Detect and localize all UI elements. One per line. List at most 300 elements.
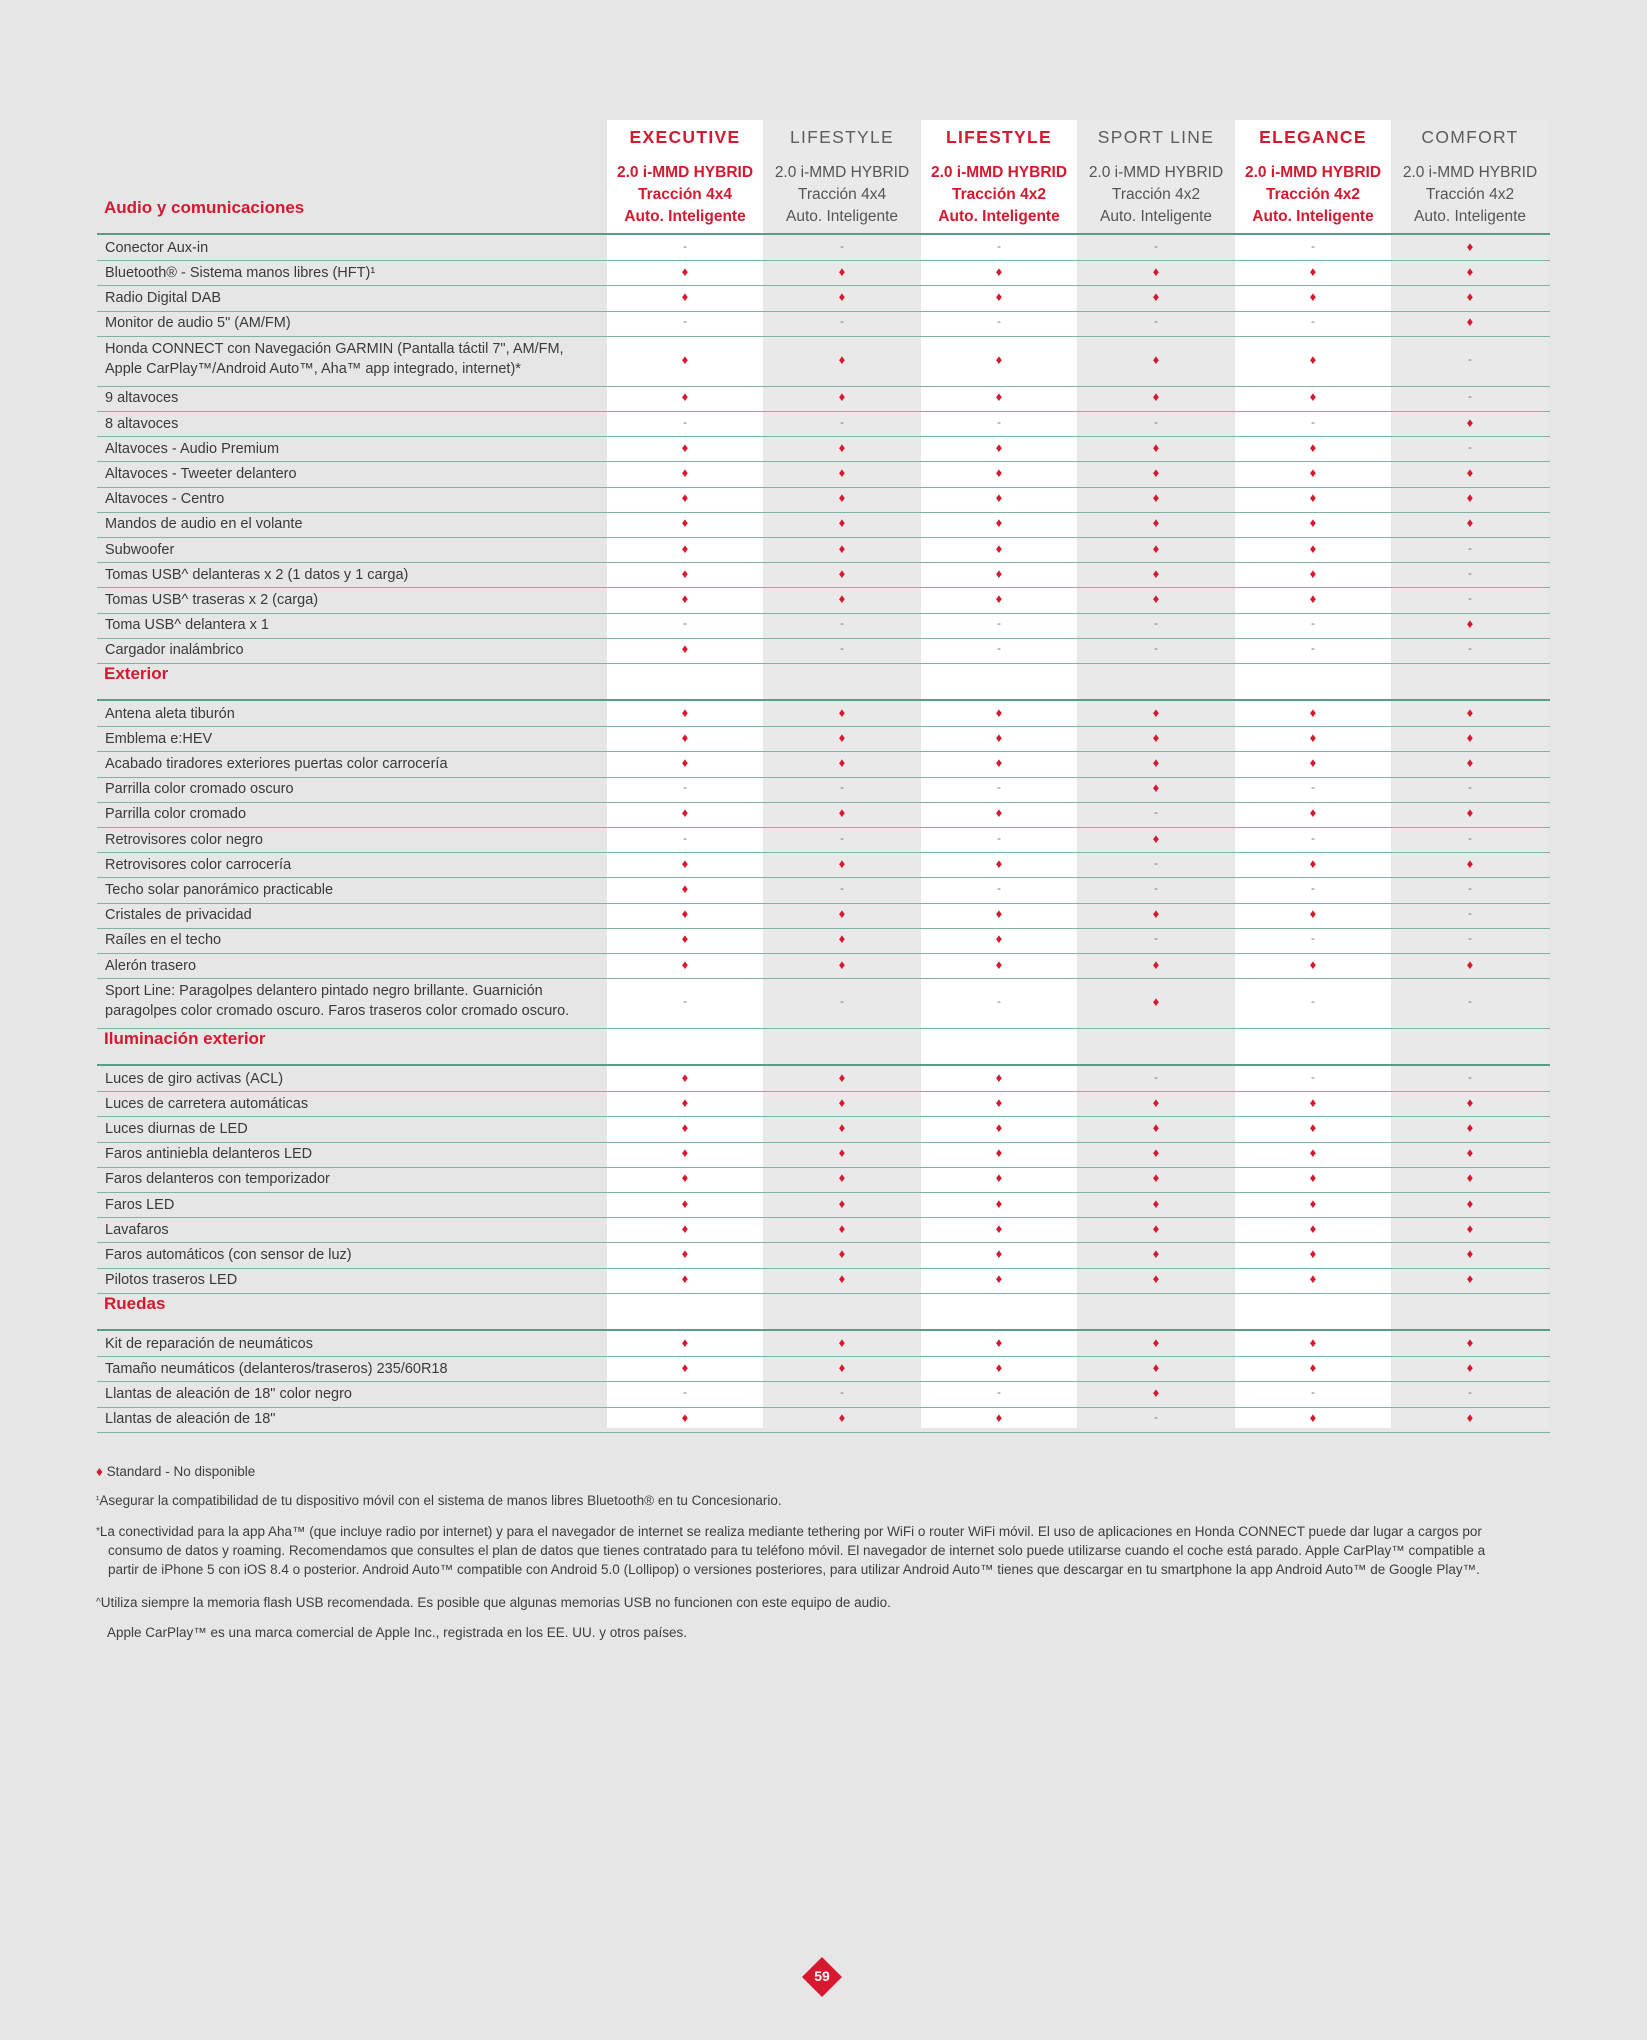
row-label-line: Bluetooth® - Sistema manos libres (HFT)¹: [105, 264, 376, 281]
row-label-line: Faros automáticos (con sensor de luz): [105, 1246, 352, 1263]
standard-diamond-icon: ♦: [995, 1271, 1003, 1287]
section-title: Iluminación exterior: [104, 1029, 266, 1048]
standard-diamond-icon: ♦: [1466, 288, 1474, 304]
standard-diamond-icon: ♦: [838, 351, 846, 367]
standard-diamond-icon: ♦: [681, 1359, 689, 1375]
standard-diamond-icon: ♦: [681, 931, 689, 947]
row-label-line: Alerón trasero: [105, 957, 197, 974]
not-available-dash: -: [997, 880, 1001, 895]
standard-diamond-icon: ♦: [681, 263, 689, 279]
table-row: [97, 1116, 1550, 1142]
row-label-line: 9 altavoces: [105, 390, 179, 407]
row-label: [105, 1169, 330, 1189]
standard-diamond-icon: ♦: [995, 1119, 1003, 1135]
standard-diamond-icon: ♦: [681, 1410, 689, 1426]
footnote-mark: ^: [96, 1597, 101, 1608]
standard-diamond-icon: ♦: [681, 1119, 689, 1135]
engine-spec-line: 2.0 i-MMD HYBRID: [774, 164, 910, 181]
table-row: [97, 726, 1550, 752]
standard-diamond-icon: ♦: [838, 1245, 846, 1261]
standard-diamond-icon: ♦: [838, 1094, 846, 1110]
standard-diamond-icon: ♦: [1466, 1170, 1474, 1186]
standard-diamond-icon: ♦: [1466, 1334, 1474, 1350]
standard-diamond-icon: ♦: [1466, 616, 1474, 632]
standard-diamond-icon: ♦: [995, 464, 1003, 480]
standard-diamond-icon: ♦: [1466, 956, 1474, 972]
standard-diamond-icon: ♦: [1309, 288, 1317, 304]
not-available-dash: -: [1311, 880, 1315, 895]
standard-diamond-icon: ♦: [1309, 1334, 1317, 1350]
row-label: [105, 855, 291, 875]
row-label-line: Subwoofer: [105, 541, 175, 558]
standard-diamond-icon: ♦: [838, 1410, 846, 1426]
row-label: [105, 388, 178, 408]
standard-diamond-icon: ♦: [1309, 490, 1317, 506]
footnote-mark: *: [96, 1526, 100, 1537]
standard-diamond-icon: ♦: [681, 641, 689, 657]
standard-diamond-icon: ♦: [681, 389, 689, 405]
row-label-line: Luces de giro activas (ACL): [105, 1070, 284, 1087]
standard-diamond-icon: ♦: [681, 464, 689, 480]
not-available-dash: -: [683, 314, 687, 329]
section-title: Exterior: [104, 664, 169, 683]
standard-diamond-icon: ♦: [838, 439, 846, 455]
standard-diamond-icon: ♦: [1309, 590, 1317, 606]
not-available-dash: -: [1468, 641, 1472, 656]
standard-diamond-icon: ♦: [1152, 1170, 1160, 1186]
standard-diamond-icon: ♦: [995, 1170, 1003, 1186]
engine-spec-line: Tracción 4x4: [797, 186, 887, 203]
standard-diamond-icon: ♦: [681, 351, 689, 367]
row-label-line: Parrilla color cromado oscuro: [105, 781, 294, 798]
table-row: [97, 1331, 1550, 1357]
standard-diamond-icon: ♦: [681, 1145, 689, 1161]
standard-diamond-icon: ♦: [681, 288, 689, 304]
standard-diamond-icon: ♦: [1466, 1220, 1474, 1236]
engine-spec-line: Auto. Inteligente: [624, 208, 746, 225]
standard-diamond-icon: ♦: [995, 1410, 1003, 1426]
standard-diamond-icon: ♦: [681, 805, 689, 821]
standard-diamond-icon: ♦: [838, 1145, 846, 1161]
row-label-line: Tomas USB^ traseras x 2 (carga): [105, 591, 319, 608]
standard-diamond-icon: ♦: [838, 263, 846, 279]
not-available-dash: -: [840, 616, 844, 631]
standard-diamond-icon: ♦: [1466, 464, 1474, 480]
standard-diamond-icon: ♦: [1309, 439, 1317, 455]
engine-spec: [1235, 162, 1391, 228]
row-label-line: Tamaño neumáticos (delanteros/traseros) 235/60R18: [105, 1360, 448, 1377]
row-label-line: Luces diurnas de LED: [105, 1120, 248, 1137]
footnote: [96, 1593, 1556, 1612]
standard-diamond-icon: ♦: [838, 515, 846, 531]
table-row: [97, 953, 1550, 979]
not-available-dash: -: [1311, 314, 1315, 329]
not-available-dash: -: [1468, 906, 1472, 921]
standard-diamond-icon: ♦: [995, 956, 1003, 972]
standard-diamond-icon: ♦: [1309, 906, 1317, 922]
standard-diamond-icon: ♦: [1309, 1271, 1317, 1287]
engine-spec: [607, 162, 763, 228]
row-label: [105, 439, 279, 459]
standard-diamond-icon: ♦: [838, 288, 846, 304]
standard-diamond-icon: ♦: [1152, 490, 1160, 506]
standard-diamond-icon: ♦: [838, 704, 846, 720]
standard-diamond-icon: ♦: [1309, 1195, 1317, 1211]
not-available-dash: -: [997, 994, 1001, 1009]
footnote: [107, 1623, 1567, 1642]
standard-diamond-icon: ♦: [1309, 855, 1317, 871]
page-number-text: 59: [814, 1968, 830, 1984]
standard-diamond-icon: ♦: [1466, 1119, 1474, 1135]
row-label: [105, 313, 291, 333]
table-row: [97, 777, 1550, 803]
standard-diamond-icon: ♦: [995, 1145, 1003, 1161]
not-available-dash: -: [683, 238, 687, 253]
standard-diamond-icon: ♦: [995, 288, 1003, 304]
standard-diamond-icon: ♦: [1152, 590, 1160, 606]
table-row: [97, 802, 1550, 828]
row-label: [105, 1069, 283, 1089]
standard-diamond-icon: ♦: [1309, 1145, 1317, 1161]
row-label-line: Emblema e:HEV: [105, 730, 213, 747]
row-label: [105, 880, 333, 900]
row-label: [105, 414, 178, 434]
standard-diamond-icon: ♦: [838, 1195, 846, 1211]
not-available-dash: -: [1311, 641, 1315, 656]
trim-name: ELEGANCE: [1259, 127, 1367, 147]
footnote-text: La conectividad para la app Aha™ (que incluye radio por internet) y para el navegador de internet se realiza mediante tethering por WiFi o router WiFi móvil. El uso de aplicaciones en Honda CONNECT puede dar lugar a cargos por: [99, 1524, 1482, 1539]
standard-diamond-icon: ♦: [838, 1334, 846, 1350]
not-available-dash: -: [1468, 351, 1472, 366]
table-row: [97, 638, 1550, 664]
standard-diamond-icon: ♦: [1309, 1119, 1317, 1135]
standard-diamond-icon: ♦: [995, 1069, 1003, 1085]
trim-name: COMFORT: [1421, 127, 1519, 147]
standard-diamond-icon: ♦: [995, 931, 1003, 947]
standard-diamond-icon: ♦: [1309, 263, 1317, 279]
row-label-line: 8 altavoces: [105, 415, 179, 432]
standard-diamond-icon: ♦: [681, 1170, 689, 1186]
standard-diamond-icon: ♦: [1309, 729, 1317, 745]
standard-diamond-icon: ♦: [1152, 994, 1160, 1010]
standard-diamond-icon: ♦: [1152, 263, 1160, 279]
standard-diamond-icon: ♦: [995, 906, 1003, 922]
row-label-line: Conector Aux-in: [105, 239, 209, 256]
standard-diamond-icon: ♦: [1309, 1170, 1317, 1186]
table-row: [97, 1066, 1550, 1092]
standard-diamond-icon: ♦: [838, 754, 846, 770]
not-available-dash: -: [1311, 994, 1315, 1009]
standard-diamond-icon: ♦: [1152, 1195, 1160, 1211]
row-label: [105, 1195, 174, 1215]
not-available-dash: -: [683, 780, 687, 795]
standard-diamond-icon: ♦: [1309, 351, 1317, 367]
standard-diamond-icon: ♦: [1466, 1094, 1474, 1110]
standard-diamond-icon: ♦: [995, 565, 1003, 581]
engine-spec-line: 2.0 i-MMD HYBRID: [1402, 164, 1538, 181]
standard-diamond-icon: ♦: [1152, 565, 1160, 581]
engine-spec: [764, 162, 920, 228]
standard-diamond-icon: ♦: [1152, 704, 1160, 720]
row-label-line: Altavoces - Audio Premium: [105, 440, 280, 457]
row-label: [105, 238, 208, 258]
standard-diamond-icon: ♦: [1152, 1094, 1160, 1110]
standard-diamond-icon: ♦: [1309, 1220, 1317, 1236]
standard-diamond-icon: ♦: [1309, 515, 1317, 531]
row-label-line: Raíles en el techo: [105, 932, 222, 949]
standard-diamond-icon: ♦: [995, 729, 1003, 745]
standard-diamond-icon: ♦: [1309, 1094, 1317, 1110]
standard-diamond-icon: ♦: [681, 754, 689, 770]
table-row: [97, 461, 1550, 487]
standard-diamond-icon: ♦: [995, 1195, 1003, 1211]
standard-diamond-icon: ♦: [681, 855, 689, 871]
standard-diamond-icon: ♦: [838, 389, 846, 405]
table-row: [97, 436, 1550, 462]
table-row: [97, 386, 1550, 412]
standard-diamond-icon: ♦: [1152, 540, 1160, 556]
standard-diamond-icon: ♦: [1466, 263, 1474, 279]
row-label: [105, 1094, 308, 1114]
standard-diamond-icon: ♦: [995, 1359, 1003, 1375]
not-available-dash: -: [840, 780, 844, 795]
standard-diamond-icon: ♦: [1152, 389, 1160, 405]
not-available-dash: -: [1468, 994, 1472, 1009]
trim-name: SPORT LINE: [1097, 127, 1215, 147]
standard-diamond-icon: ♦: [995, 351, 1003, 367]
engine-spec-line: Auto. Inteligente: [1099, 208, 1213, 225]
row-label-line: Kit de reparación de neumáticos: [105, 1335, 313, 1352]
standard-diamond-icon: ♦: [1466, 1410, 1474, 1426]
standard-diamond-icon: ♦: [1309, 464, 1317, 480]
row-label: [105, 956, 196, 976]
standard-diamond-icon: ♦: [1152, 1119, 1160, 1135]
standard-diamond-icon: ♦: [838, 590, 846, 606]
engine-spec: [1078, 162, 1234, 228]
table-row: [97, 852, 1550, 878]
standard-diamond-icon: ♦: [681, 1069, 689, 1085]
standard-diamond-icon: ♦: [1152, 1384, 1160, 1400]
standard-diamond-icon: ♦: [1466, 805, 1474, 821]
engine-spec: [921, 162, 1077, 228]
standard-diamond-icon: ♦: [838, 565, 846, 581]
standard-diamond-icon: ♦: [995, 855, 1003, 871]
not-available-dash: -: [840, 1384, 844, 1399]
standard-diamond-icon: ♦: [995, 704, 1003, 720]
not-available-dash: -: [997, 830, 1001, 845]
not-available-dash: -: [1468, 830, 1472, 845]
standard-diamond-icon: ♦: [1309, 805, 1317, 821]
not-available-dash: -: [840, 830, 844, 845]
row-label: [105, 1144, 312, 1164]
standard-diamond-icon: ♦: [1152, 956, 1160, 972]
engine-spec-line: Tracción 4x2: [1425, 186, 1515, 203]
standard-diamond-icon: ♦: [1309, 956, 1317, 972]
standard-diamond-icon: ♦: [1309, 389, 1317, 405]
row-label-line: Retrovisores color negro: [105, 831, 263, 848]
standard-diamond-icon: ♦: [995, 389, 1003, 405]
not-available-dash: -: [1154, 1410, 1158, 1425]
not-available-dash: -: [1468, 439, 1472, 454]
row-label-line: Lavafaros: [105, 1221, 169, 1238]
standard-diamond-icon: ♦: [1466, 754, 1474, 770]
table-row: [97, 701, 1550, 727]
table-row: [97, 827, 1550, 853]
table-row: [97, 1091, 1550, 1117]
engine-spec-line: Tracción 4x2: [1266, 186, 1360, 203]
trim-name: LIFESTYLE: [789, 127, 895, 147]
table-row: [97, 1381, 1550, 1407]
not-available-dash: -: [997, 1384, 1001, 1399]
standard-diamond-icon: ♦: [1152, 439, 1160, 455]
row-label: [105, 779, 294, 799]
standard-diamond-icon: ♦: [1309, 1410, 1317, 1426]
standard-diamond-icon: ♦: [1309, 1359, 1317, 1375]
row-label-line: Cargador inalámbrico: [105, 642, 244, 659]
standard-diamond-icon: ♦: [1466, 1359, 1474, 1375]
engine-spec-line: 2.0 i-MMD HYBRID: [616, 164, 754, 181]
standard-diamond-icon: ♦: [995, 805, 1003, 821]
row-label: [105, 1334, 313, 1354]
row-label-line: Faros delanteros con temporizador: [105, 1171, 330, 1188]
row-label: [105, 615, 269, 635]
row-label-line: Techo solar panorámico practicable: [105, 881, 334, 898]
not-available-dash: -: [840, 994, 844, 1009]
not-available-dash: -: [1468, 1384, 1472, 1399]
standard-diamond-icon: ♦: [995, 439, 1003, 455]
table-row: [97, 928, 1550, 954]
standard-diamond-icon: ♦: [681, 590, 689, 606]
standard-diamond-icon: ♦: [1152, 754, 1160, 770]
standard-diamond-icon: ♦: [1152, 830, 1160, 846]
standard-diamond-icon: ♦: [681, 515, 689, 531]
legend: [96, 1462, 255, 1481]
table-row: [97, 903, 1550, 929]
row-label-line: Pilotos traseros LED: [105, 1272, 238, 1289]
row-label: [105, 930, 221, 950]
standard-diamond-icon: ♦: [681, 1245, 689, 1261]
row-label: [105, 1245, 352, 1265]
not-available-dash: -: [840, 880, 844, 895]
row-label: [105, 905, 252, 925]
not-available-dash: -: [683, 616, 687, 631]
table-row: [97, 1217, 1550, 1243]
row-label: [105, 1359, 448, 1379]
not-available-dash: -: [683, 994, 687, 1009]
not-available-dash: -: [840, 314, 844, 329]
standard-diamond-icon: ♦: [838, 1170, 846, 1186]
footnote-text: Apple CarPlay™ es una marca comercial de Apple Inc., registrada en los EE. UU. y otros países.: [107, 1625, 688, 1640]
engine-spec-line: Tracción 4x2: [1111, 186, 1201, 203]
row-label-line: Llantas de aleación de 18" color negro: [105, 1385, 352, 1402]
row-label: [105, 1220, 169, 1240]
standard-diamond-icon: ♦: [838, 931, 846, 947]
row-label-line: Apple CarPlay™/Android Auto™, Aha™ app integrado, internet)*: [105, 360, 521, 377]
row-label-line: Llantas de aleación de 18": [105, 1411, 276, 1428]
table-row: [97, 1167, 1550, 1193]
engine-spec-line: 2.0 i-MMD HYBRID: [1088, 164, 1224, 181]
table-row: [97, 285, 1550, 311]
row-label: [105, 1384, 352, 1404]
standard-diamond-icon: ♦: [1466, 1245, 1474, 1261]
row-label-line: Sport Line: Paragolpes delantero pintado negro brillante. Guarnición: [105, 983, 543, 1000]
row-label: [105, 339, 564, 379]
standard-diamond-icon: ♦: [838, 1220, 846, 1236]
row-label: [105, 540, 174, 560]
row-label: [105, 830, 263, 850]
standard-diamond-icon: ♦: [1466, 515, 1474, 531]
standard-diamond-icon: ♦: [1152, 729, 1160, 745]
standard-diamond-icon: ♦: [1152, 1359, 1160, 1375]
standard-diamond-icon: ♦: [1152, 906, 1160, 922]
not-available-dash: -: [1311, 414, 1315, 429]
engine-spec-line: Tracción 4x2: [952, 186, 1046, 203]
standard-diamond-icon: ♦: [681, 565, 689, 581]
table-row: [97, 877, 1550, 903]
standard-diamond-icon: ♦: [1466, 729, 1474, 745]
not-available-dash: -: [1154, 641, 1158, 656]
table-row: [97, 235, 1550, 261]
row-label: [105, 729, 212, 749]
engine-spec-line: Auto. Inteligente: [785, 208, 899, 225]
row-label-line: Retrovisores color carrocería: [105, 856, 292, 873]
standard-diamond-icon: ♦: [838, 956, 846, 972]
row-label: [105, 1119, 248, 1139]
standard-diamond-icon: ♦: [838, 729, 846, 745]
not-available-dash: -: [840, 641, 844, 656]
not-available-dash: -: [1154, 1069, 1158, 1084]
section-title: Audio y comunicaciones: [104, 198, 305, 217]
standard-diamond-icon: ♦: [1152, 1220, 1160, 1236]
table-row: [97, 1268, 1550, 1294]
trim-name: EXECUTIVE: [629, 127, 741, 147]
not-available-dash: -: [1468, 1069, 1472, 1084]
standard-diamond-icon: ♦: [681, 906, 689, 922]
row-label: [105, 804, 246, 824]
not-available-dash: -: [997, 414, 1001, 429]
row-label-line: Acabado tiradores exteriores puertas color carrocería: [105, 755, 448, 772]
table-row: [97, 336, 1550, 387]
row-label-line: Faros antiniebla delanteros LED: [105, 1146, 313, 1163]
standard-diamond-icon: ♦: [995, 1334, 1003, 1350]
not-available-dash: -: [1311, 616, 1315, 631]
standard-diamond-icon: ♦: [681, 1271, 689, 1287]
not-available-dash: -: [1154, 616, 1158, 631]
standard-diamond-icon: ♦: [1466, 490, 1474, 506]
standard-diamond-icon: ♦: [681, 1334, 689, 1350]
footnote: [96, 1491, 1556, 1510]
not-available-dash: -: [997, 641, 1001, 656]
not-available-dash: -: [1311, 931, 1315, 946]
footnote-text: consumo de datos y roaming. Recomendamos que consultes el plan de datos que tienes contratado para tu teléfono móvil. El navegador de internet solo puede utilizarse cuando el coche está parado. Apple CarPlay™ compatible a: [108, 1543, 1486, 1558]
not-available-dash: -: [1311, 830, 1315, 845]
not-available-dash: -: [1468, 565, 1472, 580]
not-available-dash: -: [997, 780, 1001, 795]
standard-diamond-icon: ♦: [681, 729, 689, 745]
standard-diamond-icon: ♦: [681, 1220, 689, 1236]
standard-diamond-icon: ♦: [838, 805, 846, 821]
row-label-line: Altavoces - Tweeter delantero: [105, 465, 297, 482]
not-available-dash: -: [1468, 590, 1472, 605]
standard-diamond-icon: ♦: [995, 515, 1003, 531]
row-label-line: Cristales de privacidad: [105, 907, 252, 924]
standard-diamond-icon: ♦: [838, 464, 846, 480]
footnote-text: Asegurar la compatibilidad de tu dispositivo móvil con el sistema de manos libres Bluetooth® en tu Concesionario.: [99, 1493, 782, 1508]
table-row: [97, 487, 1550, 513]
standard-diamond-icon: ♦: [96, 1464, 107, 1479]
standard-diamond-icon: ♦: [1309, 754, 1317, 770]
not-available-dash: -: [1468, 880, 1472, 895]
